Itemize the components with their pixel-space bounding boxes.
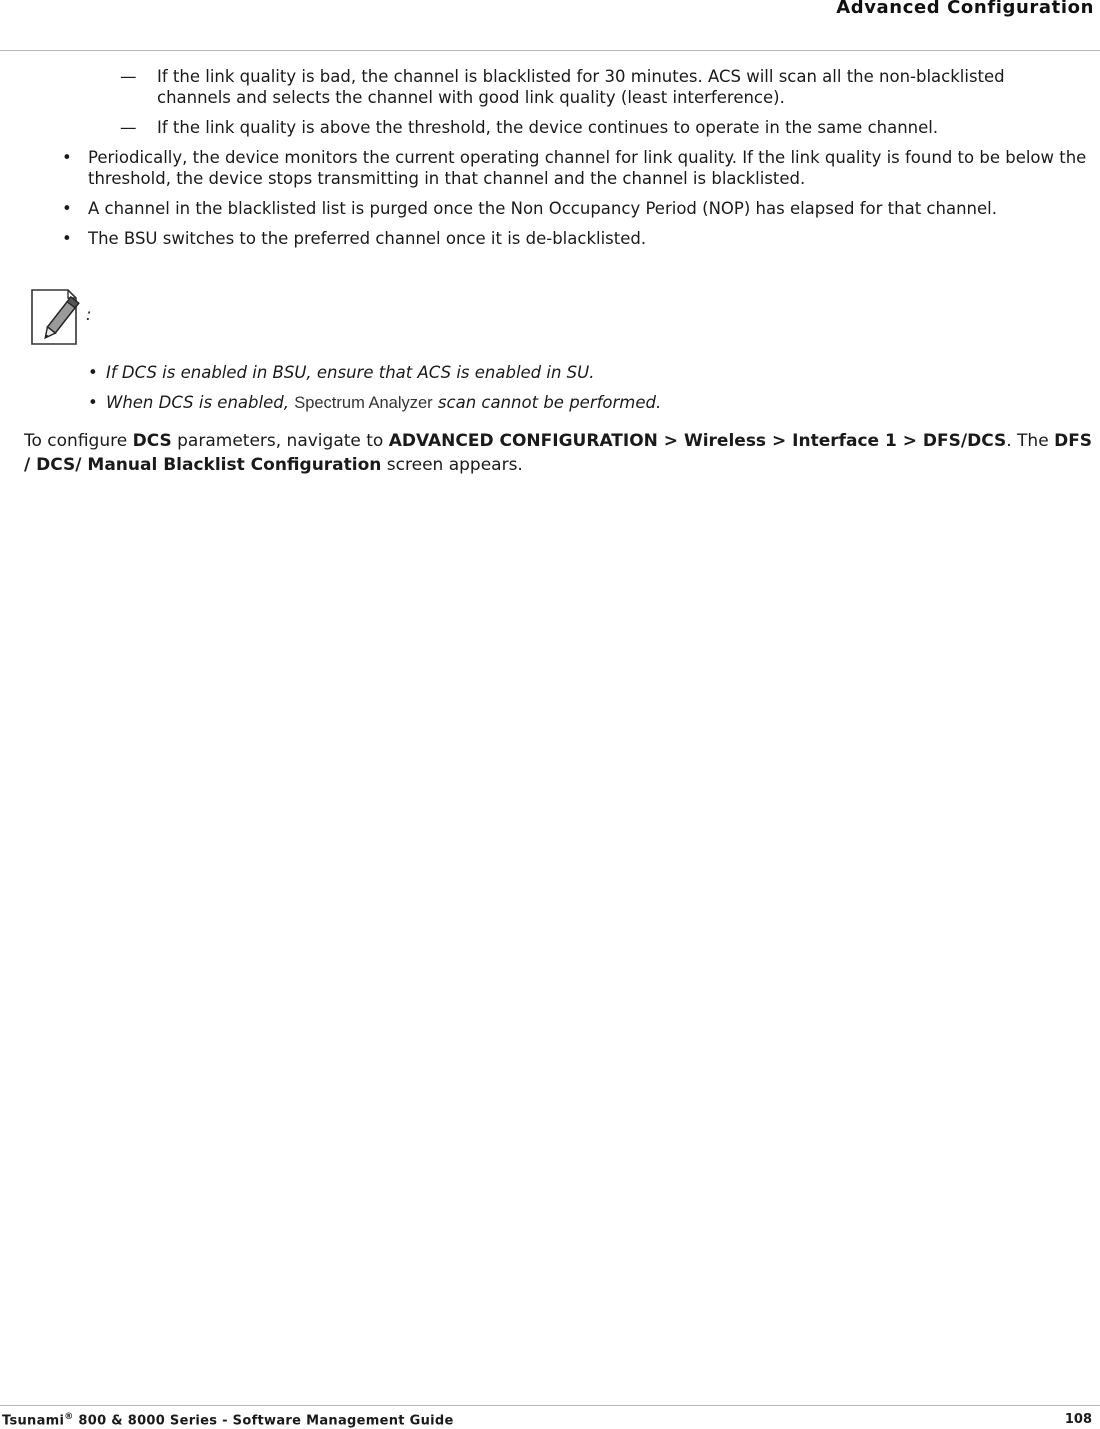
- note-item: [0, 362, 1100, 383]
- page-number: 108: [1064, 1412, 1092, 1427]
- instruction-paragraph: [24, 429, 1096, 477]
- dash-list-item: [0, 66, 1100, 108]
- bullet-item-text: The BSU switches to the preferred channel once it is de-blacklisted.: [88, 229, 647, 248]
- page-header-title: Advanced Configuration: [836, 0, 1094, 18]
- footer-guide-title: [2, 1412, 454, 1428]
- footer-rule: [0, 1405, 1100, 1406]
- para-text: parameters, navigate to: [171, 431, 389, 451]
- body-content: [0, 66, 1100, 258]
- para-bold-nav-path: ADVANCED CONFIGURATION > Wireless > Interface 1 > DFS/DCS: [388, 431, 1007, 451]
- footer-registered-mark: ®: [64, 1412, 74, 1422]
- note-bullet-marker: •: [88, 363, 98, 382]
- bullet-marker: •: [62, 148, 72, 167]
- bullet-marker: •: [62, 199, 72, 218]
- footer-product: Tsunami: [2, 1413, 65, 1429]
- note-item-text-after: scan cannot be performed.: [432, 393, 662, 412]
- pencil-note-icon: [30, 287, 86, 347]
- note-bullet-marker: •: [88, 393, 98, 412]
- dash-list-item: [0, 117, 1100, 138]
- header-rule: [0, 50, 1100, 51]
- dash-item-text: If the link quality is bad, the channel is blacklisted for 30 minutes. ACS will scan all the non-blacklisted channels and selects the channel with good link quality (least interference).: [157, 67, 1005, 107]
- footer-title-rest: 800 & 8000 Series - Software Management Guide: [73, 1413, 454, 1429]
- para-text: screen appears.: [381, 455, 523, 475]
- note-list: [0, 362, 1100, 423]
- spectrum-analyzer-term: Spectrum Analyzer: [294, 394, 433, 412]
- bullet-list-item: [0, 228, 1100, 249]
- bullet-item-text: Periodically, the device monitors the current operating channel for link quality. If the link quality is found to be below the threshold, the device stops transmitting in that channel and the channel is blacklisted.: [88, 148, 1087, 188]
- bullet-list-item: [0, 198, 1100, 219]
- note-item: [0, 392, 1100, 414]
- dash-marker: —: [120, 67, 137, 86]
- note-item-text: If DCS is enabled in BSU, ensure that ACS is enabled in SU.: [106, 363, 595, 382]
- dash-marker: —: [120, 118, 137, 137]
- bullet-list-item: [0, 147, 1100, 189]
- note-colon: :: [86, 305, 92, 324]
- para-bold-screen-name: DFS / DCS/ Manual Blacklist Configuration: [24, 431, 1093, 475]
- dash-item-text: If the link quality is above the threshold, the device continues to operate in the same channel.: [157, 118, 939, 137]
- para-text: To configure: [24, 431, 133, 451]
- para-bold-dcs: DCS: [132, 431, 172, 451]
- bullet-marker: •: [62, 229, 72, 248]
- para-text: . The: [1006, 431, 1055, 451]
- note-item-text-before: When DCS is enabled,: [106, 393, 295, 412]
- bullet-item-text: A channel in the blacklisted list is purged once the Non Occupancy Period (NOP) has elapsed for that channel.: [88, 199, 997, 218]
